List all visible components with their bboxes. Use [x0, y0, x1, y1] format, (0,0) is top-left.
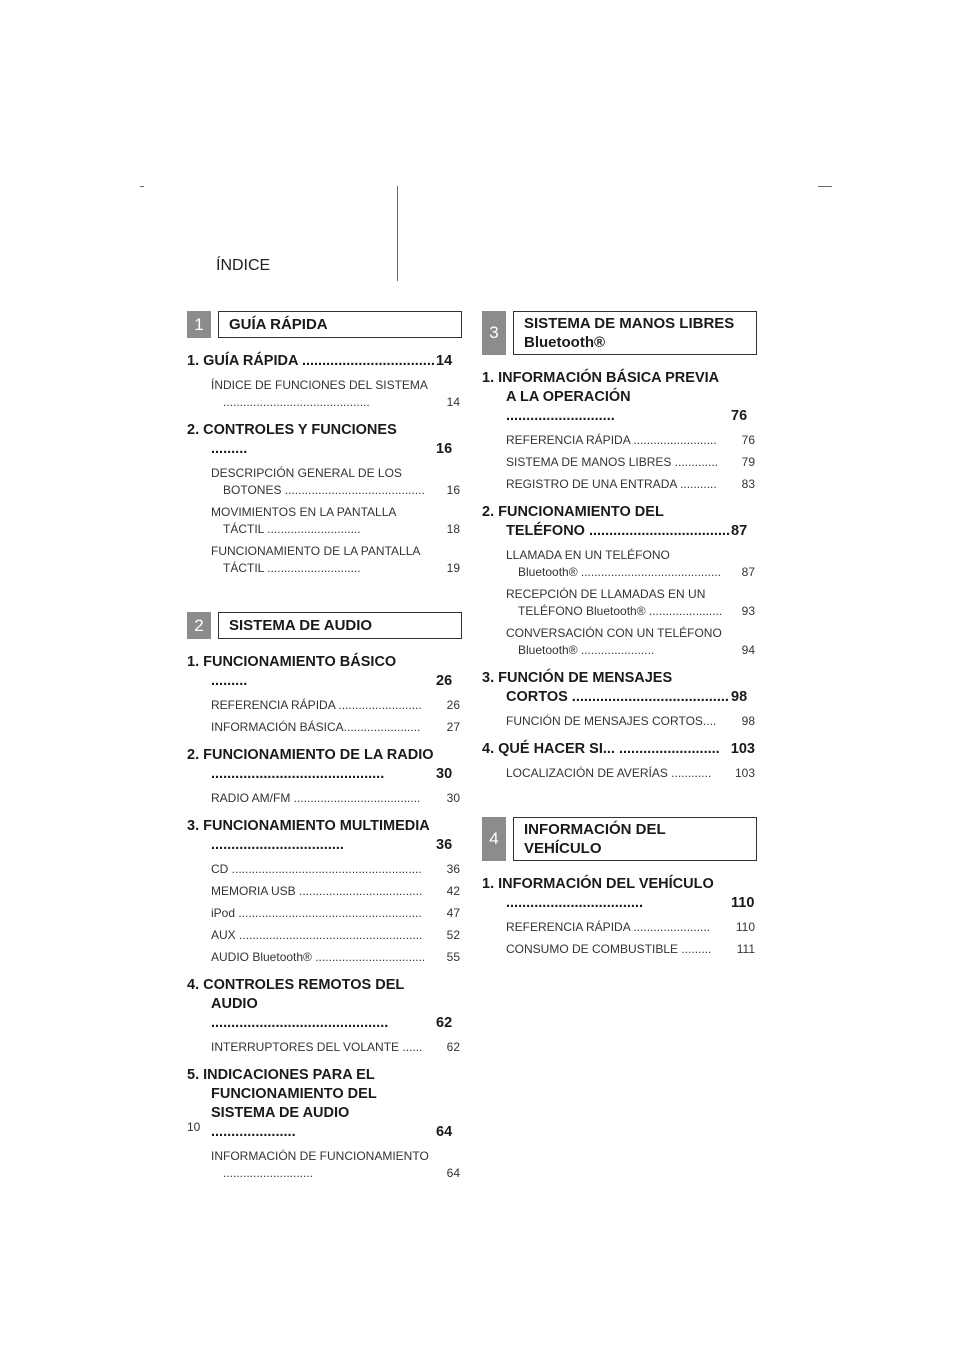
toc-entry[interactable]	[187, 1039, 462, 1056]
toc-entry[interactable]	[482, 919, 757, 936]
toc-entry[interactable]	[482, 625, 757, 659]
entry-title: LOCALIZACIÓN DE AVERÍAS ............	[506, 766, 712, 780]
entry-title: RADIO AM/FM ......................................	[211, 791, 421, 805]
toc-chapter[interactable]: 3. FUNCIÓN DE MENSAJES CORTOS ....................................... 98	[482, 670, 748, 705]
toc-entry[interactable]	[187, 883, 462, 900]
entry-page: 79	[741, 455, 755, 469]
entry-title: INTERRUPTORES DEL VOLANTE ......	[211, 1040, 423, 1054]
entry-page: 83	[741, 477, 755, 491]
toc-chapter[interactable]: 1. INFORMACIÓN BÁSICA PREVIA A LA OPERACIÓN ........................... 76	[482, 370, 748, 424]
toc-entry[interactable]	[482, 547, 757, 581]
toc-chapter[interactable]: 5. INDICACIONES PARA EL FUNCIONAMIENTO DEL SISTEMA DE AUDIO ..................... 64	[187, 1067, 453, 1140]
section-number-badge: 3	[482, 311, 506, 355]
section-title: INFORMACIÓN DEL VEHÍCULO	[513, 817, 757, 861]
toc-entry[interactable]	[482, 941, 757, 958]
entry-title: iPod .......................................................	[211, 906, 422, 920]
entry-title: REFERENCIA RÁPIDA .......................	[506, 920, 711, 934]
toc-chapter[interactable]: 2. FUNCIONAMIENTO DE LA RADIO ........................................... 30	[187, 747, 453, 782]
entry-page: 36	[446, 862, 460, 876]
toc-entry[interactable]	[187, 861, 462, 878]
crop-mark-right	[818, 186, 832, 187]
entry-title: DESCRIPCIÓN GENERAL DE LOS BOTONES ..........................................	[211, 466, 425, 497]
toc-chapter[interactable]: 3. FUNCIONAMIENTO MULTIMEDIA ................................. 36	[187, 818, 453, 853]
entry-title: AUDIO Bluetooth® .................................	[211, 950, 426, 964]
entry-page: 18	[446, 522, 460, 536]
toc-entry[interactable]	[187, 790, 462, 807]
entry-title: REFERENCIA RÁPIDA .........................	[506, 433, 717, 447]
entry-title: FUNCIÓN DE MENSAJES CORTOS....	[506, 714, 717, 728]
toc-entry[interactable]	[482, 454, 757, 471]
toc-entry[interactable]	[482, 432, 757, 449]
toc-entry[interactable]	[482, 476, 757, 493]
toc-chapter[interactable]: 1. GUÍA RÁPIDA ................................. 14	[187, 353, 453, 369]
crop-mark-center	[397, 186, 398, 281]
entry-page: 94	[741, 643, 755, 657]
section-title: GUÍA RÁPIDA	[218, 311, 462, 338]
entry-title: FUNCIONAMIENTO DE LA PANTALLA TÁCTIL ............................	[211, 544, 420, 575]
toc-chapter[interactable]	[482, 740, 757, 759]
chapter-title: 1. GUÍA RÁPIDA .................................	[187, 353, 435, 369]
toc-entry[interactable]	[482, 586, 757, 620]
entry-page: 87	[741, 565, 755, 579]
chapter-title: 2. FUNCIONAMIENTO DEL TELÉFONO ...................................	[482, 504, 730, 539]
entry-page: 16	[446, 483, 460, 497]
entry-page: 52	[446, 928, 460, 942]
toc-entry[interactable]	[187, 504, 462, 538]
entry-page: 76	[741, 433, 755, 447]
entry-title: CD .........................................................	[211, 862, 422, 876]
entry-page: 14	[446, 395, 460, 409]
entry-page: 30	[446, 791, 460, 805]
section-number-badge: 4	[482, 817, 506, 861]
entry-title: MOVIMIENTOS EN LA PANTALLA TÁCTIL ............................	[211, 505, 396, 536]
chapter-title: 1. INFORMACIÓN DEL VEHÍCULO ..................................	[482, 876, 714, 911]
chapter-title: 1. INFORMACIÓN BÁSICA PREVIA A LA OPERACIÓN ...........................	[482, 370, 719, 424]
entry-page: 42	[446, 884, 460, 898]
toc-entry[interactable]	[482, 713, 757, 730]
chapter-title: 3. FUNCIÓN DE MENSAJES CORTOS .......................................	[482, 670, 729, 705]
section-number-badge: 2	[187, 612, 211, 639]
entry-title: INFORMACIÓN BÁSICA.......................	[211, 720, 421, 734]
section-header	[187, 612, 462, 639]
entry-page: 64	[446, 1166, 460, 1180]
page-header-title: ÍNDICE	[216, 257, 271, 274]
section-header	[482, 311, 757, 355]
toc-entry[interactable]	[187, 543, 462, 577]
chapter-title: 4. QUÉ HACER SI... .........................	[482, 741, 720, 757]
entry-page: 55	[446, 950, 460, 964]
page-number: 10	[187, 1120, 201, 1134]
crop-mark-left	[140, 186, 144, 187]
toc-chapter[interactable]: 4. CONTROLES REMOTOS DEL AUDIO ............................................ 62	[187, 977, 453, 1031]
entry-page: 26	[446, 698, 460, 712]
entry-title: CONSUMO DE COMBUSTIBLE .........	[506, 942, 712, 956]
entry-page: 19	[446, 561, 460, 575]
entry-title: REGISTRO DE UNA ENTRADA ...........	[506, 477, 717, 491]
chapter-title: 4. CONTROLES REMOTOS DEL AUDIO ............................................	[187, 977, 404, 1031]
toc-entry[interactable]	[187, 949, 462, 966]
toc-entry[interactable]	[187, 905, 462, 922]
toc-chapter[interactable]: 2. CONTROLES Y FUNCIONES ......... 16	[187, 422, 453, 457]
toc-chapter[interactable]: 1. INFORMACIÓN DEL VEHÍCULO .................................. 110	[482, 876, 755, 911]
right-column	[482, 311, 757, 963]
toc-entry[interactable]	[187, 377, 462, 411]
chapter-title: 1. FUNCIONAMIENTO BÁSICO .........	[187, 654, 397, 689]
entry-page: 111	[736, 942, 755, 956]
entry-page: 103	[734, 766, 755, 780]
chapter-title: 2. CONTROLES Y FUNCIONES .........	[187, 422, 397, 457]
toc-chapter[interactable]: 1. FUNCIONAMIENTO BÁSICO ......... 26	[187, 654, 453, 689]
toc-entry[interactable]	[187, 697, 462, 714]
entry-page: 47	[446, 906, 460, 920]
toc-entry[interactable]	[187, 719, 462, 736]
entry-page: 62	[446, 1040, 460, 1054]
entry-title: INFORMACIÓN DE FUNCIONAMIENTO ...........................	[211, 1149, 429, 1180]
entry-title: AUX .......................................................	[211, 928, 423, 942]
entry-page: 27	[446, 720, 460, 734]
entry-title: CONVERSACIÓN CON UN TELÉFONO Bluetooth® ......................	[506, 626, 722, 657]
entry-page: 93	[741, 604, 755, 618]
entry-title: SISTEMA DE MANOS LIBRES .............	[506, 455, 719, 469]
entry-page: 110	[735, 920, 755, 934]
chapter-title: 3. FUNCIONAMIENTO MULTIMEDIA .................................	[187, 818, 430, 853]
entry-title: REFERENCIA RÁPIDA .........................	[211, 698, 422, 712]
entry-title: RECEPCIÓN DE LLAMADAS EN UN TELÉFONO Bluetooth® ......................	[506, 587, 723, 618]
toc-entry[interactable]	[482, 765, 757, 782]
section-title: SISTEMA DE AUDIO	[218, 612, 462, 639]
chapter-title: 2. FUNCIONAMIENTO DE LA RADIO ...........................................	[187, 747, 434, 782]
entry-title: LLAMADA EN UN TELÉFONO Bluetooth® ..........................................	[506, 548, 721, 579]
section-title: SISTEMA DE MANOS LIBRES Bluetooth®	[513, 311, 757, 355]
toc-entry[interactable]	[187, 465, 462, 499]
toc-entry[interactable]	[187, 1148, 462, 1182]
entry-title: MEMORIA USB .....................................	[211, 884, 423, 898]
entry-title: ÍNDICE DE FUNCIONES DEL SISTEMA ............................................	[211, 378, 428, 409]
entry-page: 98	[741, 714, 755, 728]
section-number-badge: 1	[187, 311, 211, 338]
section-header	[482, 817, 757, 861]
toc-chapter[interactable]: 2. FUNCIONAMIENTO DEL TELÉFONO ................................... 87	[482, 504, 748, 539]
section-header	[187, 311, 462, 338]
chapter-title: 5. INDICACIONES PARA EL FUNCIONAMIENTO DEL SISTEMA DE AUDIO .....................	[187, 1067, 377, 1140]
toc-entry[interactable]	[187, 927, 462, 944]
left-column	[187, 311, 462, 1187]
